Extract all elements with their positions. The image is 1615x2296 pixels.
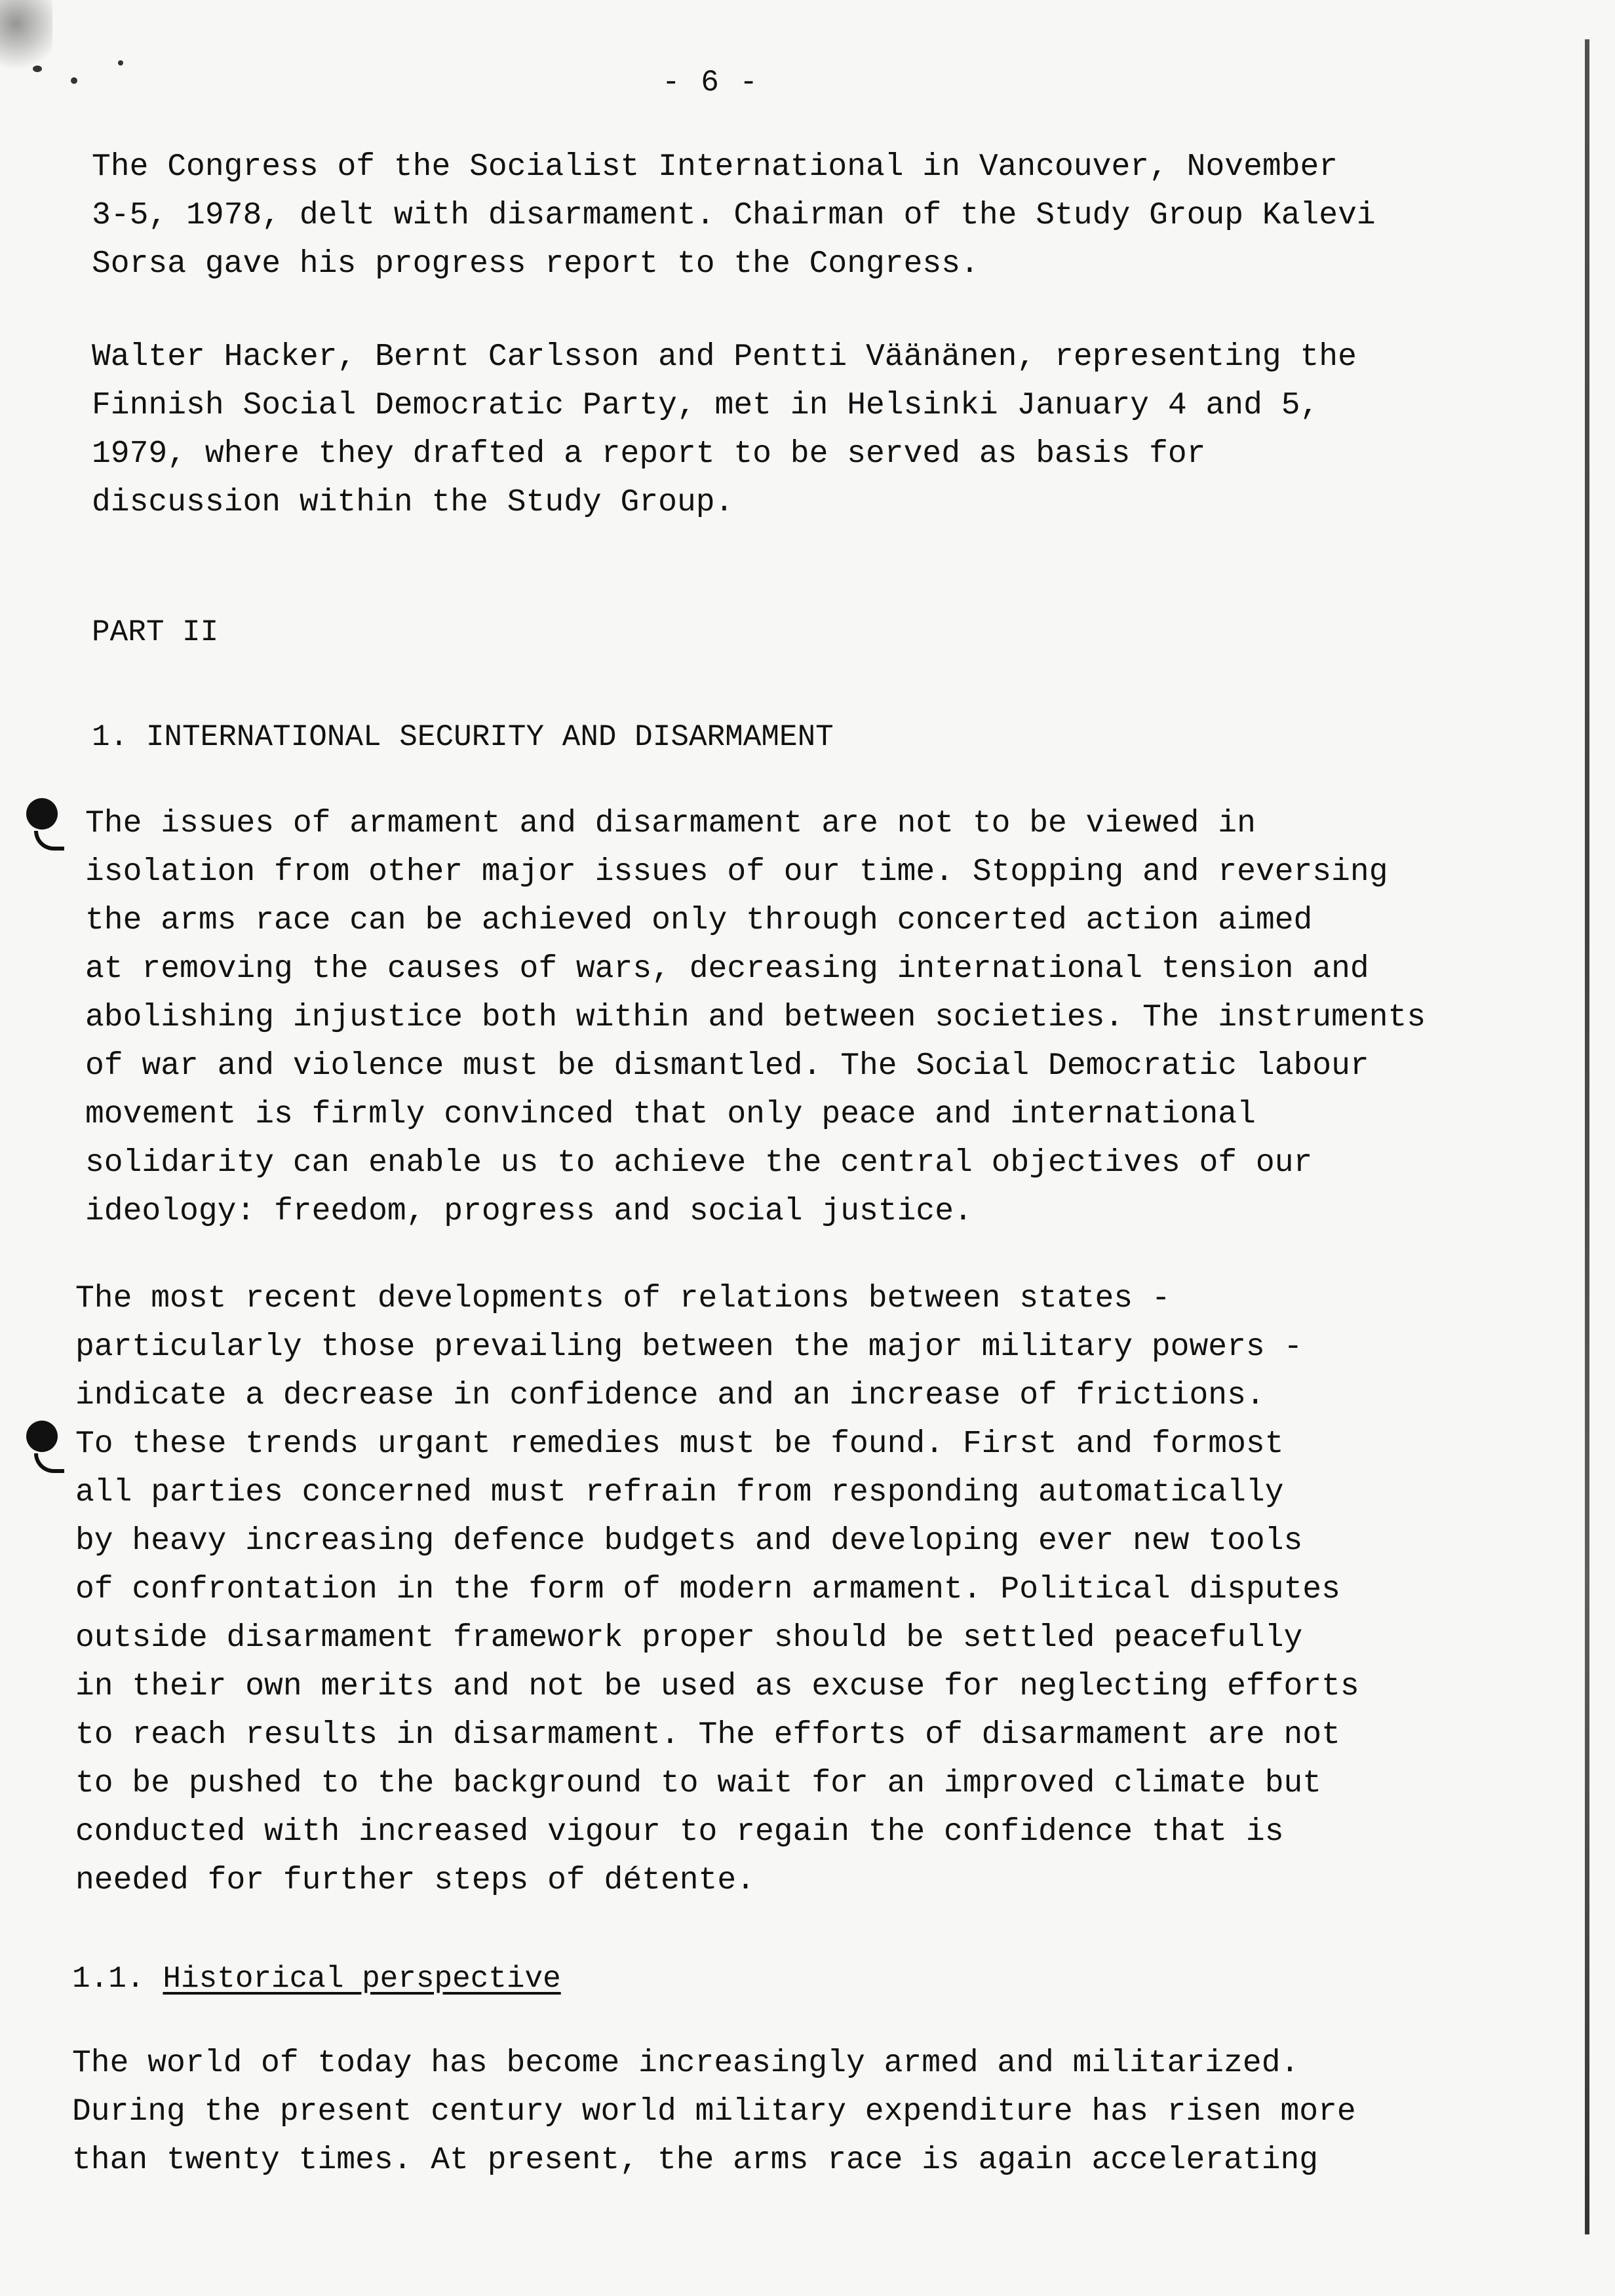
text-line: all parties concerned must refrain from responding automatically bbox=[75, 1475, 1284, 1510]
text-line: ideology: freedom, progress and social justice. bbox=[85, 1194, 973, 1229]
text-line: of confrontation in the form of modern armament. Political disputes bbox=[75, 1572, 1340, 1607]
text-line: by heavy increasing defence budgets and developing ever new tools bbox=[75, 1523, 1303, 1559]
speck bbox=[71, 77, 77, 84]
section-heading: 1. INTERNATIONAL SECURITY AND DISARMAMENT bbox=[92, 720, 834, 754]
text-line: to be pushed to the background to wait for an improved climate but bbox=[75, 1766, 1322, 1801]
text-line: Walter Hacker, Bernt Carlsson and Pentti Väänänen, representing the bbox=[92, 339, 1357, 375]
text-line: 1979, where they drafted a report to be served as basis for bbox=[92, 436, 1206, 472]
speck bbox=[118, 60, 123, 66]
subsection-number: 1.1. bbox=[72, 1962, 145, 1996]
text-line: in their own merits and not be used as excuse for neglecting efforts bbox=[75, 1669, 1359, 1704]
text-line: particularly those prevailing between the major military powers - bbox=[75, 1330, 1303, 1365]
text-line: to reach results in disarmament. The efforts of disarmament are not bbox=[75, 1717, 1340, 1753]
punch-hole-mark bbox=[34, 1453, 64, 1473]
subsection-title: Historical perspective bbox=[163, 1962, 561, 1996]
section-paragraph-1 bbox=[85, 799, 1426, 1236]
punch-hole-mark bbox=[26, 1421, 58, 1452]
text-line: needed for further steps of détente. bbox=[75, 1863, 755, 1898]
text-line: 3-5, 1978, delt with disarmament. Chairman of the Study Group Kalevi bbox=[92, 198, 1376, 233]
speck bbox=[33, 66, 42, 72]
text-line: The issues of armament and disarmament are not to be viewed in bbox=[85, 806, 1256, 841]
text-line: than twenty times. At present, the arms race is again accelerating bbox=[72, 2143, 1319, 2178]
scan-edge-line bbox=[1585, 39, 1589, 2234]
text-line: indicate a decrease in confidence and an increase of frictions. bbox=[75, 1378, 1265, 1413]
text-line: Sorsa gave his progress report to the Congress. bbox=[92, 246, 979, 282]
text-line: Finnish Social Democratic Party, met in Helsinki January 4 and 5, bbox=[92, 388, 1319, 423]
text-line: the arms race can be achieved only through concerted action aimed bbox=[85, 903, 1313, 938]
text-line: conducted with increased vigour to regain the confidence that is bbox=[75, 1814, 1284, 1850]
text-line: movement is firmly convinced that only peace and international bbox=[85, 1097, 1256, 1132]
text-line: solidarity can enable us to achieve the central objectives of our bbox=[85, 1145, 1313, 1181]
text-line: isolation from other major issues of our time. Stopping and reversing bbox=[85, 854, 1388, 890]
text-line: of war and violence must be dismantled. The Social Democratic labour bbox=[85, 1048, 1369, 1084]
page-number: - 6 - bbox=[662, 66, 760, 100]
punch-hole-mark bbox=[26, 798, 58, 830]
text-line: To these trends urgant remedies must be found. First and formost bbox=[75, 1426, 1284, 1462]
text-line: During the present century world military expenditure has risen more bbox=[72, 2094, 1356, 2130]
part-heading: PART II bbox=[92, 615, 219, 649]
text-line: discussion within the Study Group. bbox=[92, 485, 734, 520]
section-paragraph-2 bbox=[75, 1274, 1359, 1905]
corner-smudge bbox=[0, 0, 52, 79]
history-paragraph bbox=[72, 2039, 1356, 2185]
intro-paragraph-2 bbox=[92, 333, 1357, 527]
intro-paragraph-1 bbox=[92, 143, 1376, 288]
text-line: The Congress of the Socialist International in Vancouver, November bbox=[92, 149, 1338, 185]
punch-hole-mark bbox=[34, 831, 64, 851]
text-line: at removing the causes of wars, decreasing international tension and bbox=[85, 951, 1369, 987]
text-line: outside disarmament framework proper should be settled peacefully bbox=[75, 1620, 1303, 1656]
text-line: abolishing injustice both within and between societies. The instruments bbox=[85, 1000, 1426, 1035]
text-line: The world of today has become increasingly armed and militarized. bbox=[72, 2046, 1300, 2081]
subsection-heading bbox=[72, 1959, 561, 1999]
text-line: The most recent developments of relations between states - bbox=[75, 1281, 1171, 1316]
